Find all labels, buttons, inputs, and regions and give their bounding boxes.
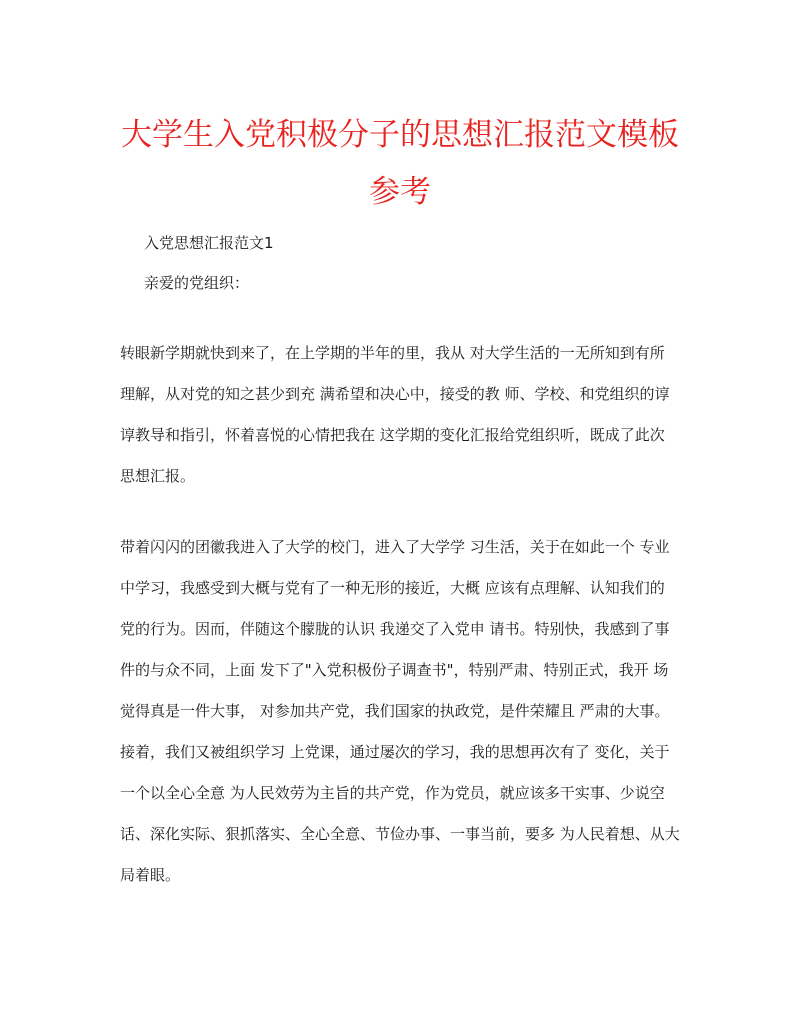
paragraph-2-line: 件的与众不同，上面 发下了"入党积极份子调查书"，特别严肃、特别正式，我开 场 (120, 661, 669, 679)
paragraph-2-line: 话、深化实际、狠抓落实、全心全意、节俭办事、一事当前，要多 为人民着想、从大 (120, 825, 680, 843)
paragraph-1 (120, 343, 680, 486)
document-title-line-1: 大学生入党积极分子的思想汇报范文模板 (121, 117, 679, 153)
paragraph-1-line: 转眼新学期就快到来了，在上学期的半年的里，我从 对大学生活的一无所知到有所 (120, 344, 665, 362)
paragraph-2-line: 接着，我们又被组织学习 上党课，通过屡次的学习，我的思想再次有了 变化，关于 (120, 743, 670, 761)
document-title-line-2: 参考 (369, 174, 431, 210)
paragraph-2-line: 带着闪闪的团徽我进入了大学的校门，进入了大学学 习生活，关于在如此一个 专业 (120, 538, 670, 556)
paragraph-1-line: 谆教导和指引，怀着喜悦的心情把我在 这学期的变化汇报给党组织听，既成了此次 (120, 426, 665, 444)
paragraph-2-line: 中学习，我感受到大概与党有了一种无形的接近，大概 应该有点理解、认知我们的 (120, 579, 665, 597)
paragraph-1-line: 理解，从对党的知之甚少到充 满希望和决心中，接受的教 师、学校、和党组织的谆 (120, 385, 670, 403)
paragraph-2-line: 一个以全心全意 为人民效劳为主旨的共产党，作为党员，就应该多干实事、少说空 (120, 784, 665, 802)
paragraph-2-line: 局着眼。 (120, 866, 181, 884)
paragraph-2-line: 党的行为。因而，伴随这个朦胧的认识 我递交了入党申 请书。特别快，我感到了事 (120, 620, 670, 638)
salutation: 亲爱的党组织： (144, 274, 250, 292)
paragraph-2 (120, 537, 680, 885)
paragraph-2-line: 觉得真是一件大事， 对参加共产党，我们国家的执政党，是件荣耀且 严肃的大事。 (120, 702, 670, 720)
paragraph-1-line: 思想汇报。 (120, 467, 196, 485)
section-heading: 入党思想汇报范文1 (144, 234, 274, 252)
